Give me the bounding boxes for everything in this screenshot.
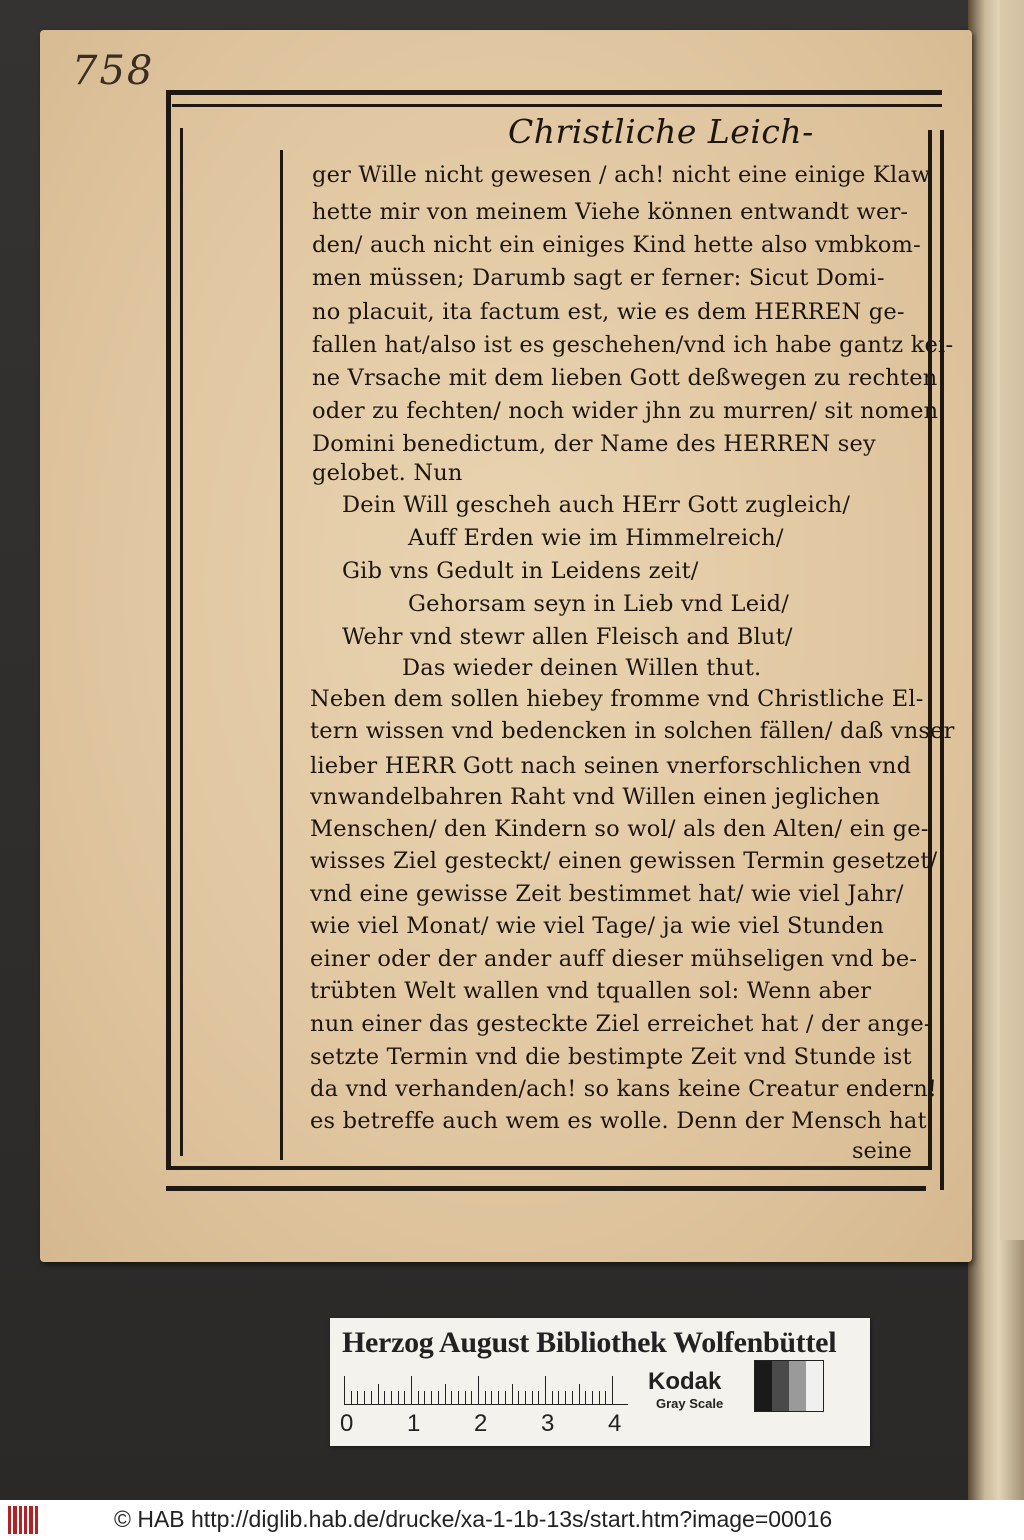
- frame-rule-right: [940, 130, 944, 1190]
- text-line: trübten Welt wallen vnd tquallen sol: Wenn aber: [310, 978, 872, 1004]
- ruler-number: 0: [340, 1410, 354, 1437]
- text-line: tern wissen vnd bedencken in solchen fällen/ daß vnser: [310, 718, 955, 744]
- ruler-tick: [451, 1391, 452, 1404]
- verse-line: Gehorsam seyn in Lieb vnd Leid/: [408, 591, 789, 617]
- ruler-scale: [344, 1376, 628, 1404]
- ruler-number: 4: [608, 1410, 622, 1437]
- text-line: ger Wille nicht gewesen / ach! nicht eine einige Klaw: [312, 162, 931, 188]
- frame-rule-text-margin: [280, 150, 283, 1160]
- ruler-tick: [478, 1376, 479, 1404]
- ruler-tick: [351, 1391, 352, 1404]
- frame-rule-left-inner: [180, 128, 183, 1156]
- text-line: wie viel Monat/ wie viel Tage/ ja wie viel Stunden: [310, 913, 885, 939]
- adjacent-page-strip: [1000, 0, 1024, 1240]
- text-line: men müssen; Darumb sagt er ferner: Sicut Domi-: [312, 265, 885, 291]
- gray-scale-caption: Gray Scale: [656, 1396, 724, 1411]
- ruler-tick: [404, 1391, 405, 1404]
- text-line: lieber HERR Gott nach seinen vnerforschlichen vnd: [310, 753, 912, 779]
- ruler-tick: [538, 1391, 539, 1404]
- text-line: fallen hat/also ist es geschehen/vnd ich habe gantz kei-: [312, 332, 954, 358]
- ruler-tick: [364, 1391, 365, 1404]
- ruler-tick: [565, 1391, 566, 1404]
- handwritten-page-number: 758: [72, 48, 155, 94]
- verse-line: Gib vns Gedult in Leidens zeit/: [342, 558, 699, 584]
- ruler-tick: [585, 1391, 586, 1404]
- ruler-tick: [525, 1391, 526, 1404]
- frame-rule-bottom-inner: [168, 1166, 932, 1170]
- ruler-tick: [357, 1391, 358, 1404]
- text-line: einer oder der ander auff dieser mühseligen vnd be-: [310, 946, 918, 972]
- ruler-number: 2: [474, 1410, 488, 1437]
- text-line: den/ auch nicht ein einiges Kind hette also vmbkom-: [312, 232, 921, 258]
- gray-swatch: [755, 1361, 772, 1411]
- ruler-tick: [572, 1391, 573, 1404]
- frame-rule-top-inner: [172, 104, 942, 107]
- ruler-tick: [445, 1384, 446, 1404]
- text-line: setzte Termin vnd die bestimpte Zeit vnd Stunde ist: [310, 1044, 912, 1070]
- frame-rule-left: [166, 90, 171, 1170]
- ruler-tick: [491, 1391, 492, 1404]
- ruler-tick: [498, 1391, 499, 1404]
- ruler-tick: [458, 1391, 459, 1404]
- ruler-tick: [465, 1391, 466, 1404]
- gray-swatch: [789, 1361, 806, 1411]
- ruler-tick: [431, 1391, 432, 1404]
- text-line: ne Vrsache mit dem lieben Gott deßwegen zu rechten: [312, 365, 938, 391]
- ruler-tick: [505, 1391, 506, 1404]
- ruler-tick: [532, 1391, 533, 1404]
- ruler-tick: [371, 1391, 372, 1404]
- ruler-tick: [518, 1391, 519, 1404]
- gray-swatch: [772, 1361, 789, 1411]
- ruler-tick: [552, 1391, 553, 1404]
- ruler-tick: [391, 1391, 392, 1404]
- verse-line: Auff Erden wie im Himmelreich/: [408, 525, 784, 551]
- verse-line: Dein Will gescheh auch HErr Gott zugleich/: [342, 492, 851, 518]
- ruler-tick: [471, 1391, 472, 1404]
- ruler-tick: [398, 1391, 399, 1404]
- verse-line: Wehr vnd stewr allen Fleisch and Blut/: [342, 624, 793, 650]
- library-name: Herzog August Bibliothek Wolfenbüttel: [342, 1326, 837, 1359]
- frame-rule-top: [168, 90, 942, 95]
- ruler-tick: [558, 1391, 559, 1404]
- ruler-tick: [378, 1384, 379, 1404]
- text-line: vnwandelbahren Raht vnd Willen einen jeglichen: [310, 784, 881, 810]
- gray-swatch: [806, 1361, 823, 1411]
- text-line: wisses Ziel gesteckt/ einen gewissen Termin gesetzet/: [310, 848, 938, 874]
- ruler-tick: [579, 1384, 580, 1404]
- ruler-number: 3: [541, 1410, 555, 1437]
- verse-line: Das wieder deinen Willen thut.: [402, 655, 762, 681]
- ruler-baseline: [344, 1404, 628, 1405]
- ruler-tick: [438, 1391, 439, 1404]
- ruler-tick: [411, 1376, 412, 1404]
- ruler-tick: [592, 1391, 593, 1404]
- text-line: vnd eine gewisse Zeit bestimmet hat/ wie viel Jahr/: [310, 881, 904, 907]
- text-line: hette mir von meinem Viehe können entwandt wer-: [312, 199, 909, 225]
- ruler-tick: [545, 1376, 546, 1404]
- text-line: da vnd verhanden/ach! so kans keine Creatur endern!: [310, 1076, 938, 1102]
- frame-rule-bottom: [166, 1186, 926, 1191]
- ruler-tick: [344, 1376, 345, 1404]
- catchword: seine: [852, 1138, 912, 1164]
- ruler-tick: [599, 1391, 600, 1404]
- text-line: oder zu fechten/ noch wider jhn zu murren/ sit nomen: [312, 398, 939, 424]
- text-line: nun einer das gesteckte Ziel erreichet hat / der ange-: [310, 1011, 932, 1037]
- ruler-tick: [485, 1391, 486, 1404]
- footer-copyright-link[interactable]: © HAB http://diglib.hab.de/drucke/xa-1-1b-13s/start.htm?image=00016: [114, 1506, 833, 1532]
- running-head: Christliche Leich-: [508, 112, 814, 151]
- kodak-brand: Kodak: [648, 1368, 722, 1395]
- text-line: es betreffe auch wem es wolle. Denn der Mensch hat: [310, 1108, 927, 1134]
- ruler-tick: [418, 1391, 419, 1404]
- ruler-tick: [605, 1391, 606, 1404]
- text-line: Neben dem sollen hiebey fromme vnd Christliche El-: [310, 686, 924, 712]
- library-scale-label: [330, 1318, 870, 1446]
- hab-logo-icon: [8, 1506, 38, 1534]
- ruler-tick: [612, 1376, 613, 1404]
- ruler-tick: [384, 1391, 385, 1404]
- ruler-number: 1: [407, 1410, 421, 1437]
- text-line: Domini benedictum, der Name des HERREN sey: [312, 431, 876, 457]
- gray-swatches: [754, 1360, 824, 1412]
- text-line: Menschen/ den Kindern so wol/ als den Alten/ ein ge-: [310, 816, 929, 842]
- ruler-tick: [424, 1391, 425, 1404]
- text-line: gelobet. Nun: [312, 460, 463, 486]
- text-line: no placuit, ita factum est, wie es dem HERREN ge-: [312, 299, 905, 325]
- ruler-tick: [512, 1384, 513, 1404]
